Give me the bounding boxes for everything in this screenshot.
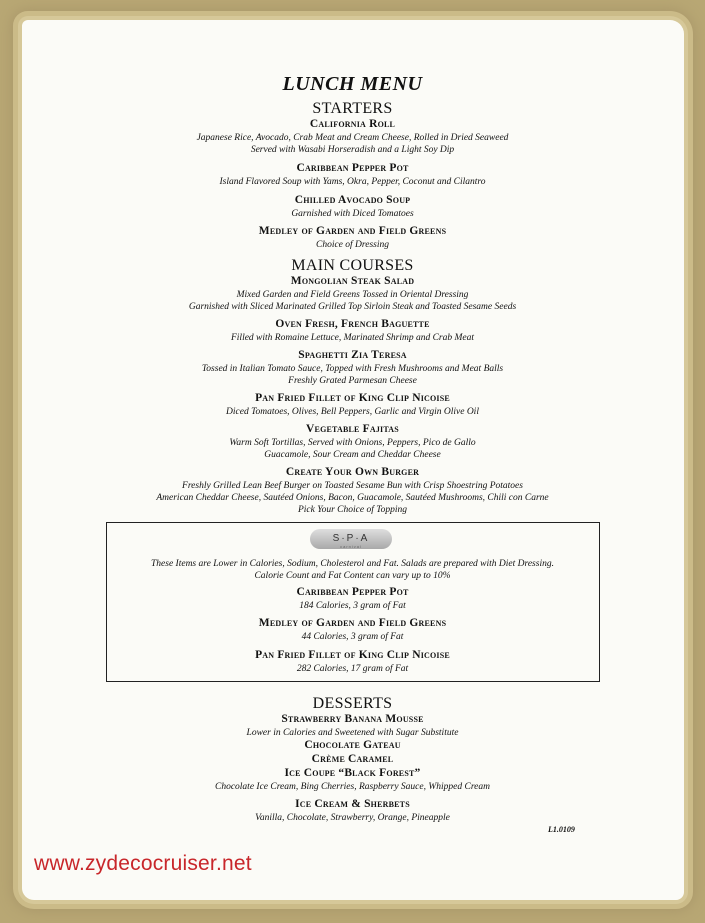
main-desc: Guacamole, Sour Cream and Cheddar Cheese [264,450,441,460]
spa-logo-sub: carnival [340,544,362,549]
spa-note: These Items are Lower in Calories, Sodium, Cholesterol and Fat. Salads are prepared with Diet Dressing. [151,559,554,569]
main-name: Vegetable Fajitas [306,423,399,435]
starter-desc: Island Flavored Soup with Yams, Okra, Pepper, Coconut and Cilantro [219,177,486,187]
spa-item-name: Pan Fried Fillet of King Clip Nicoise [255,649,450,661]
spa-item-desc: 282 Calories, 17 gram of Fat [296,664,409,674]
menu-title: LUNCH MENU [282,73,423,95]
main-desc: Tossed in Italian Tomato Sauce, Topped with Fresh Mushrooms and Meat Balls [201,364,504,374]
main-desc: Freshly Grilled Lean Beef Burger on Toasted Sesame Bun with Crisp Shoestring Potatoes [182,481,523,491]
starter-desc: Japanese Rice, Avocado, Crab Meat and Cream Cheese, Rolled in Dried Seaweed [196,133,509,143]
watermark-link[interactable]: www.zydecocruiser.net [34,852,252,875]
main-desc: Garnished with Sliced Marinated Grilled Top Sirloin Steak and Toasted Sesame Seeds [188,302,517,312]
spa-item-name: Caribbean Pepper Pot [296,586,409,598]
dessert-desc: Lower in Calories and Sweetened with Sugar Substitute [246,728,459,738]
starter-desc: Served with Wasabi Horseradish and a Light Soy Dip [250,145,455,155]
starter-name: Caribbean Pepper Pot [296,162,409,174]
main-name: Oven Fresh, French Baguette [275,318,430,330]
spa-item-name: Medley of Garden and Field Greens [258,617,447,629]
main-desc: Diced Tomatoes, Olives, Bell Peppers, Garlic and Virgin Olive Oil [226,407,479,417]
starters-heading: STARTERS [312,100,393,117]
main-desc: Pick Your Choice of Topping [297,505,408,515]
main-desc: Freshly Grated Parmesan Cheese [288,376,417,386]
spa-logo: S·P·A [310,529,392,549]
dessert-name: Ice Coupe “Black Forest” [284,767,421,779]
main-name: Mongolian Steak Salad [290,275,415,287]
mains-heading: MAIN COURSES [291,257,414,274]
dessert-name: Strawberry Banana Mousse [281,713,424,725]
desserts-heading: DESSERTS [312,695,393,712]
starter-name: Medley of Garden and Field Greens [258,225,447,237]
main-desc: Mixed Garden and Field Greens Tossed in Oriental Dressing [236,290,469,300]
main-name: Create Your Own Burger [285,466,420,478]
spa-note: Calorie Count and Fat Content can vary up to 10% [254,571,451,581]
dessert-name: Chocolate Gateau [304,739,401,751]
starter-name: Chilled Avocado Soup [294,194,411,206]
main-desc: Warm Soft Tortillas, Served with Onions, Peppers, Pico de Gallo [229,438,476,448]
main-desc: American Cheddar Cheese, Sautéed Onions, Bacon, Guacamole, Sautéed Mushrooms, Chili con Carne [156,493,549,503]
spa-item-desc: 44 Calories, 3 gram of Fat [301,632,404,642]
dessert-name: Ice Cream & Sherbets [295,798,410,810]
dessert-name: Crème Caramel [311,753,394,765]
starter-desc: Choice of Dressing [315,240,389,250]
dessert-desc: Vanilla, Chocolate, Strawberry, Orange, Pineapple [255,813,450,823]
main-desc: Filled with Romaine Lettuce, Marinated Shrimp and Crab Meat [230,333,474,343]
spa-item-desc: 184 Calories, 3 gram of Fat [299,601,406,611]
main-name: Spaghetti Zia Teresa [298,349,407,361]
main-name: Pan Fried Fillet of King Clip Nicoise [255,392,450,404]
starter-name: California Roll [309,118,396,130]
menu-code: L1.0109 [548,825,575,834]
dessert-desc: Chocolate Ice Cream, Bing Cherries, Raspberry Sauce, Whipped Cream [214,782,490,792]
starter-desc: Garnished with Diced Tomatoes [291,209,414,219]
